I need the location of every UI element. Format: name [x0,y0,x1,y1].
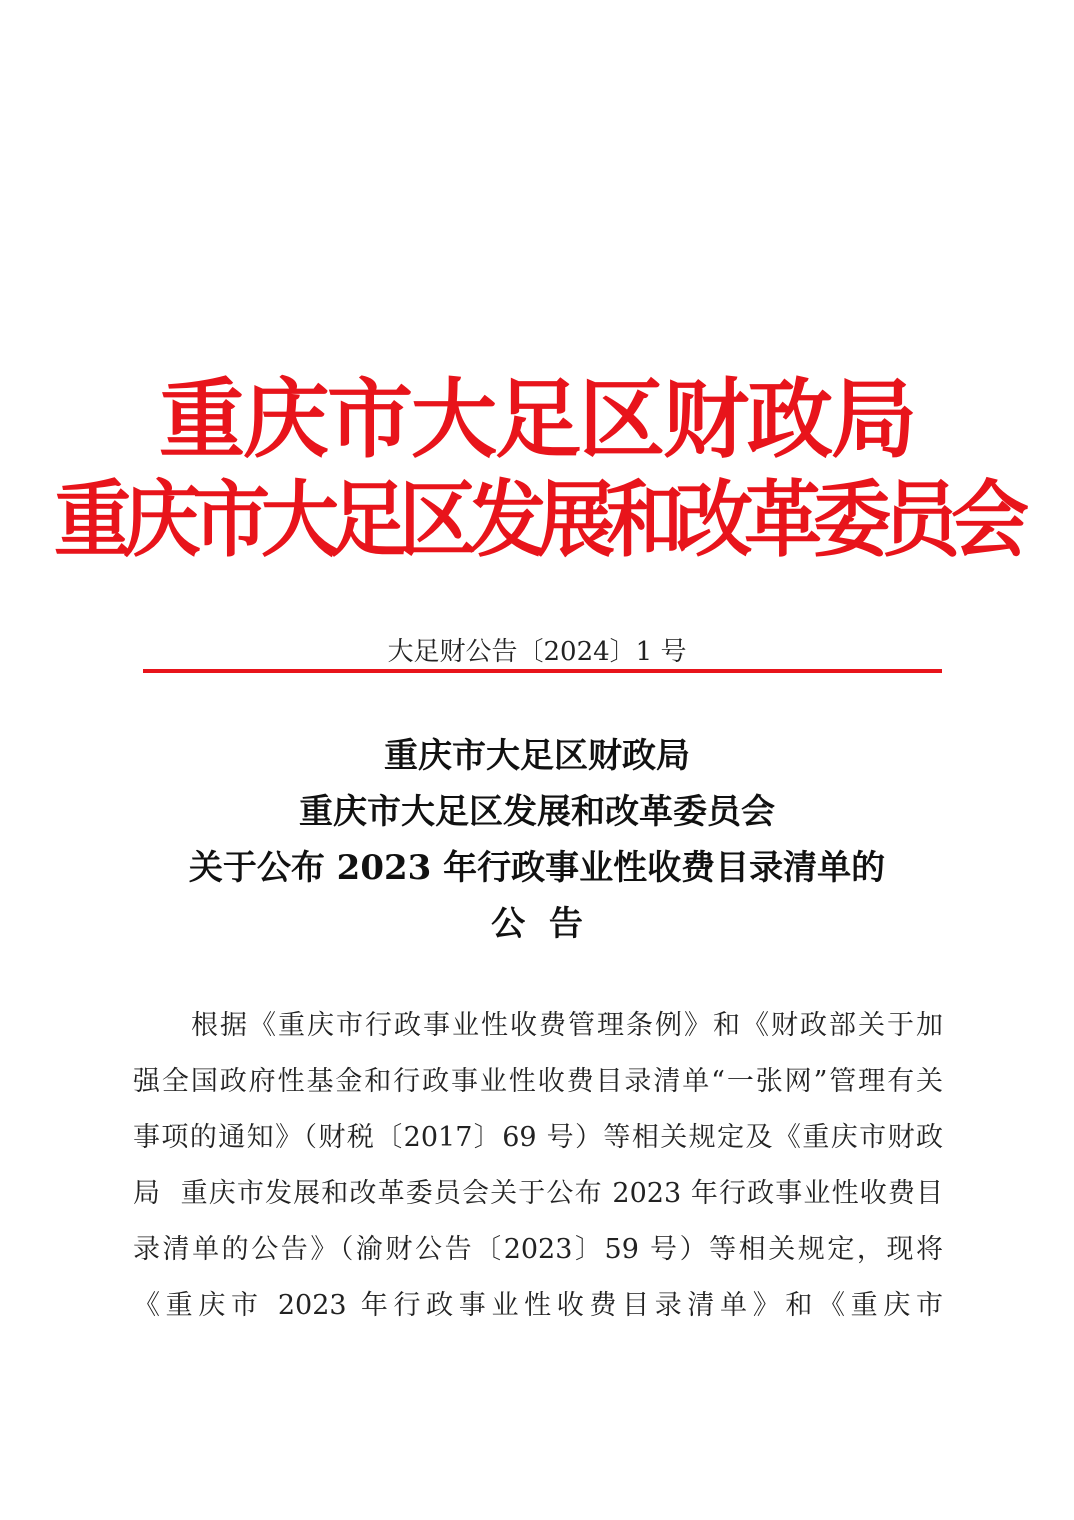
document-title [0,728,1074,952]
body-line: 录清单的公告》（渝财公告〔2023〕59 号）等相关规定，现将 [133,1234,943,1265]
body-line: 事项的通知》（财税〔2017〕69 号）等相关规定及《重庆市财政 [133,1122,943,1153]
body-line: 局 重庆市发展和改革委员会关于公布 2023 年行政事业性收费目 [133,1178,943,1209]
title-line-2: 重庆市大足区发展和改革委员会 [299,792,775,832]
body-line: 《重庆市 2023 年行政事业性收费目录清单》和《重庆市 [133,1290,943,1321]
issuing-authority-development-reform-commission: 重庆市大足区发展和改革委员会 [53,473,1020,569]
title-line-4: 公 告 [491,904,583,944]
body-line: 根据《重庆市行政事业性收费管理条例》和《财政部关于加 [191,1010,943,1041]
document-number: 大足财公告〔2024〕1 号 [387,637,687,667]
body-line: 强全国政府性基金和行政事业性收费目录清单“一张网”管理有关 [133,1066,943,1097]
red-divider-line [143,669,942,673]
title-line-3: 关于公布 2023 年行政事业性收费目录清单的 [188,848,886,888]
title-line-1: 重庆市大足区财政局 [384,736,690,776]
document-body [133,998,943,1334]
issuing-authority-finance-bureau: 重庆市大足区财政局 [159,370,915,470]
